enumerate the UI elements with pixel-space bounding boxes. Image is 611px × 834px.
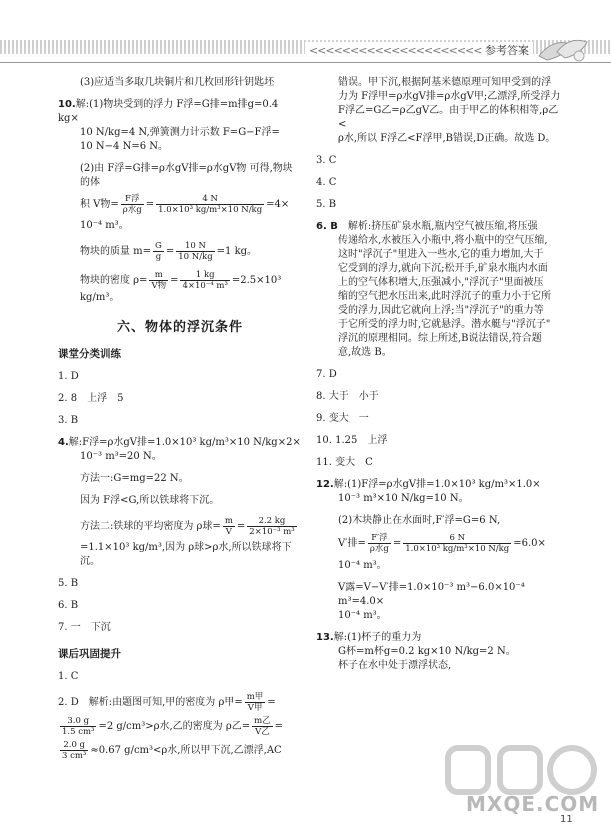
fraction: [176, 241, 214, 262]
fraction-num: 4 N: [156, 194, 264, 205]
answer-10-line4: (2)由 F浮=G排=ρ水gV排=ρ水gV物 可得,物块的体: [80, 163, 293, 188]
formula-text: =: [274, 721, 284, 732]
fraction-den: 10 N/kg: [178, 252, 213, 262]
answer-4-line4: 因为 F浮<G,所以铁球将下沉。: [80, 495, 220, 506]
formula-text: 物块的密度 ρ=: [80, 275, 148, 286]
fraction-den: 1.0×10³ kg/m³×10 N/kg: [158, 205, 263, 215]
header-leaf-icon: [535, 34, 591, 64]
header-arrows: <<<<<<<<<<<<<<<<<<<<<: [308, 44, 482, 57]
fraction-den: 4×10⁻⁴ m³: [182, 281, 228, 291]
answer-12-line6: V露=V−V′排=1.0×10⁻³ m³−6.0×10⁻⁴ m³=4.0×: [338, 582, 525, 607]
fraction-den: ρ水g: [122, 205, 142, 215]
section-title: 六、物体的浮沉条件: [116, 320, 243, 335]
answer-b2-cont-line3: F浮乙=G乙=ρ乙gV乙。由于甲乙的体积相等,ρ乙<: [338, 105, 559, 130]
header-rule: [0, 62, 611, 63]
answer-4: [58, 436, 302, 569]
fraction-den: 3 cm³: [62, 751, 87, 761]
answer-6-number: 6. B: [316, 221, 338, 232]
fraction-den: 1.5 cm³: [62, 727, 95, 737]
answer-12-line1: 解:(1)F浮=ρ水gV排=1.0×10³ kg/m³×1.0×: [333, 479, 541, 490]
fraction-num: 1 kg: [180, 270, 229, 281]
answer-9-3: (3)应适当多取几块铜片和几枚回形针钥匙坯: [80, 77, 275, 88]
fraction-den: 1.0×10³ kg/m³×10 N/kg: [405, 544, 510, 554]
fraction: [180, 270, 229, 291]
list-item: 5. B: [58, 578, 79, 589]
subsection-title-class: 课堂分类训练: [58, 348, 121, 360]
fraction: [247, 516, 296, 537]
answer-10-volume-formula: [58, 194, 302, 215]
answer-6-line: 传递给水,水被压入小瓶中,将小瓶中的空气压缩,: [338, 235, 548, 246]
watermark-text: MXQE.COM: [466, 792, 600, 816]
formula-text: =: [236, 521, 246, 532]
fraction: [121, 194, 144, 215]
answer-10: [58, 98, 302, 305]
answer-b2-line2: [58, 716, 302, 737]
formula-text: 积 V物=: [80, 199, 119, 210]
fraction-num: 2.2 kg: [247, 516, 296, 527]
answer-6-line: 缩的空气把水压出来,此时浮沉子的重力小于它所: [338, 291, 552, 302]
answer-10-line1: 解:(1)物块受到的浮力 F浮=G排=m排g=0.4 kg×: [58, 99, 279, 124]
list-item: 5. B: [316, 199, 337, 210]
list-item: 2. 8 上浮 5: [58, 393, 124, 404]
formula-text: ≈0.67 g/cm³<ρ水,所以甲下沉,乙漂浮,AC: [90, 745, 282, 756]
answer-12-line5: 10⁻⁴ m³。: [338, 560, 387, 571]
answer-13-line2: G杯=m杯g=0.2 kg×10 N/kg=2 N。: [338, 646, 516, 657]
fraction-num: F浮: [121, 194, 144, 205]
fraction: [223, 516, 235, 537]
answer-4-number: 4.: [58, 437, 69, 448]
header-tab-label: 参考答案: [485, 44, 529, 57]
answer-12-line2: 10⁻³ m³×10 N/kg=10 N。: [338, 493, 469, 504]
answer-12: [316, 478, 566, 623]
fraction-den: 2×10⁻³ m³: [249, 527, 295, 537]
answer-13: [316, 631, 566, 673]
formula-text: V′排=: [338, 538, 366, 549]
answer-4-line6: =1.1×10³ kg/m³,因为 ρ球>ρ水,所以铁球将下沉。: [80, 542, 292, 567]
answer-10-line2: 10 N/kg=4 N,弹簧测力计示数 F=G−F浮=: [80, 127, 280, 138]
answer-b2-line1: 2. D 解析:由题图可知,甲的密度为 ρ甲=: [58, 697, 243, 708]
formula-text: =: [392, 538, 402, 549]
answer-6-line: 上的空气体积增大,压强减小,"浮沉子"里面被压: [338, 277, 544, 288]
subsection-title-after-class: 课后巩固提升: [58, 648, 121, 660]
answer-b2: 2. D 解析:由题图可知,甲的密度为 ρ甲= $\frac{\text{m甲}}{\text{V甲}}$ = $\frac{3.0 g}{\text{1.5 cm³}}$ =2 g/cm³>ρ水,乙的密度为 ρ乙= $\frac{\text{m乙}}{\text{V乙}}$ = $\frac{2.0 g}{\text{3 cm³}}$ ≈0.67 g/cm³<ρ水,所以甲下沉,乙漂浮,AC: [58, 692, 302, 761]
list-item: 11. 变大 C: [316, 457, 373, 468]
answer-6-line: 这时"浮沉子"里进入一些水,它的重力增加,大于: [338, 249, 544, 260]
fraction-num: 10 N: [176, 241, 214, 252]
formula-text: 方法二:铁球的平均密度为 ρ球=: [80, 521, 221, 532]
fraction-den: g: [155, 252, 162, 262]
right-column: [316, 76, 566, 673]
answer-12-number: 12.: [316, 479, 334, 490]
list-item: 4. C: [316, 177, 337, 188]
fraction-num: m甲: [246, 692, 264, 702]
answer-6-line1: 解析:挤压矿泉水瓶,瓶内空气被压缩,将压强: [347, 221, 538, 232]
left-column: [58, 76, 302, 761]
answer-10-mass-formula: [58, 241, 302, 262]
fraction: [403, 533, 511, 554]
answer-12-volume-formula: [316, 533, 566, 554]
answer-6-line: 意,故选 B。: [338, 347, 392, 358]
fraction-num: 6 N: [403, 533, 511, 544]
answer-13-line3: 杯子在水中处于漂浮状态,: [338, 660, 452, 671]
fraction: [252, 716, 273, 737]
header-tab: [305, 42, 533, 58]
fraction: [149, 270, 168, 291]
page-number: 11: [560, 814, 573, 825]
list-item: 10. 1.25 上浮: [316, 435, 388, 446]
answer-10-number: 10.: [58, 99, 76, 110]
formula-text: =1 kg。: [216, 246, 258, 257]
list-item: 3. B: [58, 415, 79, 426]
fraction-den: V: [225, 527, 232, 537]
answer-6-line: 受的浮力,因此它就向上浮;当"浮沉子"的重力等: [338, 305, 544, 316]
page-header: [0, 0, 611, 72]
list-item: 1. C: [58, 671, 79, 682]
answer-13-number: 13.: [316, 632, 334, 643]
formula-text: =: [170, 275, 179, 286]
answer-13-line1: 解:(1)杯子的重力为: [333, 632, 422, 643]
list-item: 9. 变大 一: [316, 413, 369, 424]
list-item: 7. D: [316, 369, 337, 380]
fraction-den: V物: [151, 281, 167, 291]
fraction: [60, 740, 88, 761]
formula-text: =2.5×10³ kg/m³。: [80, 275, 282, 303]
formula-text: =2 g/cm³>ρ水,乙的密度为 ρ乙=: [98, 721, 251, 732]
fraction-num: m: [149, 270, 168, 281]
answer-b2-cont-line4: ρ水,所以 F浮乙<F浮甲,B错误,D正确。故选 D。: [338, 133, 556, 144]
fraction-den: V乙: [255, 727, 270, 737]
fraction-num: G: [155, 241, 162, 251]
fraction-num: 3.0 g: [60, 716, 96, 727]
answer-10-line6: 10⁻⁴ m³。: [80, 220, 129, 231]
formula-text: =: [145, 199, 155, 210]
answer-10-line3: 10 N−4 N=6 N。: [80, 141, 168, 152]
formula-text: =: [165, 246, 175, 257]
list-item: 7. 一 下沉: [58, 622, 111, 633]
answer-4-line1: 解:F浮=ρ水gV排=1.0×10³ kg/m³×10 N/kg×2×: [68, 437, 301, 448]
answer-b2-line3: [58, 740, 302, 761]
list-item: 8. 大于 小于: [316, 391, 379, 402]
answer-b2-cont-line1: 错误。甲下沉,根据阿基米德原理可知甲受到的浮: [338, 77, 552, 88]
answer-6-line: 浮沉的原理相同。综上所述,B说法错误,符合题: [338, 333, 542, 344]
fraction-den: ρ水g: [369, 544, 389, 554]
answer-12-line3: (2)木块静止在水面时,F′浮=G=6 N,: [338, 515, 501, 526]
fraction: [153, 241, 164, 262]
fraction-num: F′浮: [368, 533, 391, 544]
fraction: [60, 716, 96, 737]
fraction-num: m乙: [254, 716, 271, 726]
answer-6: [316, 220, 566, 360]
formula-text: 物块的质量 m=: [80, 246, 152, 257]
list-item: 6. B: [58, 600, 79, 611]
watermark-logo-icon: [440, 740, 610, 834]
answer-4-line3: 方法一:G=mg=22 N。: [80, 473, 189, 484]
list-item: 1. D: [58, 371, 79, 382]
fraction: [245, 692, 266, 713]
fraction: [368, 533, 391, 554]
fraction-num: 2.0 g: [60, 740, 88, 751]
fraction: [156, 194, 264, 215]
fraction-num: m: [224, 516, 233, 526]
answer-6-line: 它受到的浮力,就向下沉;松开手,矿泉水瓶内水面: [338, 263, 548, 274]
answer-b2-cont-line2: 力为 F浮甲=ρ水gV排=ρ水gV甲;乙漂浮,所受浮力: [338, 91, 561, 102]
answer-10-density-formula: [58, 270, 302, 305]
fraction-den: V甲: [247, 703, 263, 713]
list-item: 3. C: [316, 155, 337, 166]
answer-4-line2: 10⁻³ m³=20 N。: [80, 451, 162, 462]
answer-12-line7: 10⁻⁴ m³。: [338, 610, 387, 621]
formula-text: =6.0×: [513, 538, 546, 549]
formula-text: =4×: [266, 199, 290, 210]
answer-6-line: 于它所受的浮力时,它就悬浮。潜水艇与"浮沉子": [338, 319, 551, 330]
answer-4-density-formula: [58, 516, 302, 537]
